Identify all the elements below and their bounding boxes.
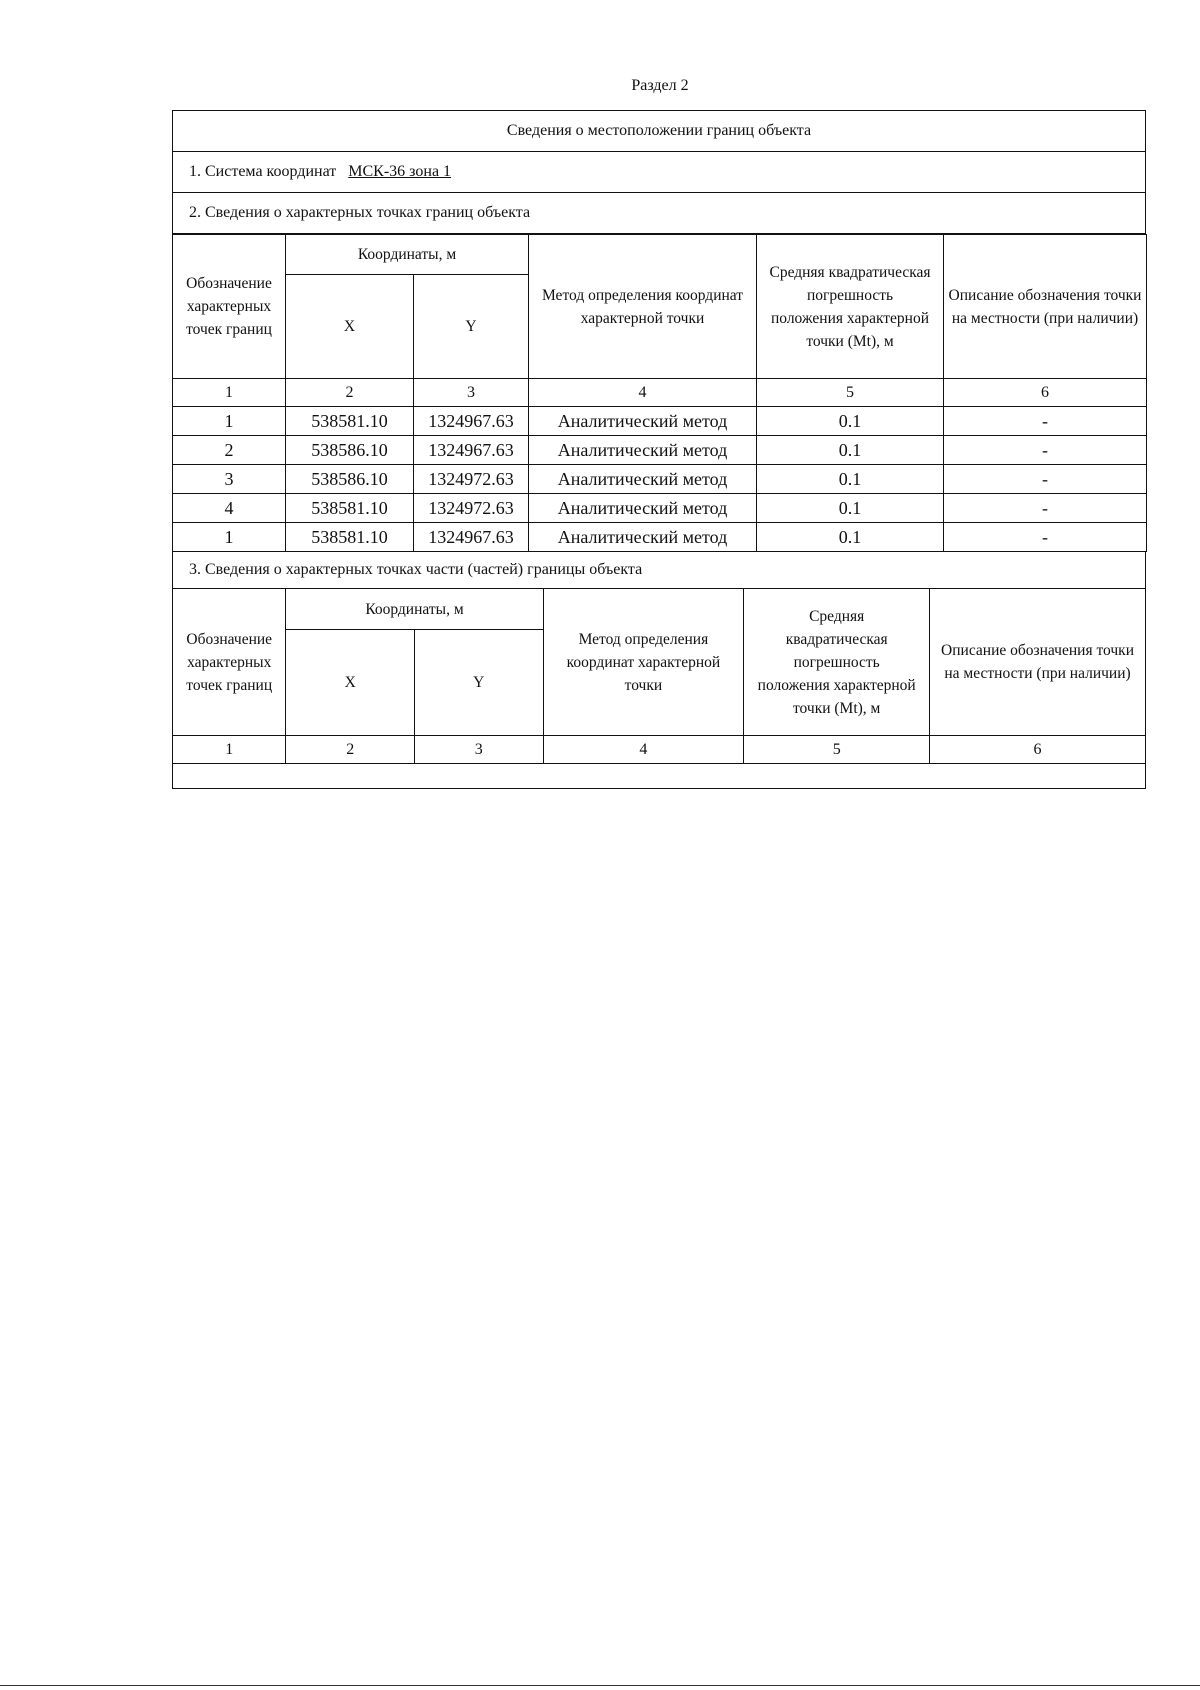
column-number: 3: [414, 379, 529, 407]
parts-section-title: 3. Сведения о характерных точках части (частей) границы объекта: [173, 552, 1146, 589]
point-x: 538586.10: [286, 436, 414, 465]
point-method: Аналитический метод: [529, 407, 757, 436]
main-title: Сведения о местоположении границ объекта: [173, 111, 1146, 152]
point-method: Аналитический метод: [529, 465, 757, 494]
point-y: 1324967.63: [414, 436, 529, 465]
header-description: Описание обозначения точки на местности (при наличии): [944, 235, 1147, 379]
point-method: Аналитический метод: [529, 436, 757, 465]
point-description: -: [944, 407, 1147, 436]
column-number-row: [173, 736, 1146, 764]
header-y: Y: [414, 630, 543, 736]
column-number: 4: [529, 379, 757, 407]
header-x: X: [286, 630, 415, 736]
point-id: 1: [173, 523, 286, 552]
point-x: 538581.10: [286, 494, 414, 523]
column-number: 2: [286, 379, 414, 407]
boundary-location-document: [172, 110, 1146, 789]
header-method: Метод определения координат характерной точки: [543, 589, 744, 736]
header-coords: Координаты, м: [286, 235, 529, 275]
column-number: 5: [744, 736, 930, 764]
column-number-row: [173, 379, 1147, 407]
header-y: Y: [414, 275, 529, 379]
header-description: Описание обозначения точки на местности (при наличии): [930, 589, 1146, 736]
scan-edge-line: [0, 1685, 1200, 1686]
column-number: 5: [757, 379, 944, 407]
column-number: 1: [173, 736, 286, 764]
table-row: [173, 494, 1147, 523]
point-id: 3: [173, 465, 286, 494]
point-id: 2: [173, 436, 286, 465]
column-number: 4: [543, 736, 744, 764]
point-error: 0.1: [757, 494, 944, 523]
column-number: 6: [944, 379, 1147, 407]
point-error: 0.1: [757, 465, 944, 494]
point-error: 0.1: [757, 407, 944, 436]
header-designation: Обозначение характерных точек границ: [173, 235, 286, 379]
table-row: [173, 523, 1147, 552]
point-error: 0.1: [757, 523, 944, 552]
point-x: 538586.10: [286, 465, 414, 494]
point-method: Аналитический метод: [529, 494, 757, 523]
part-points-table: [172, 589, 1146, 789]
point-id: 4: [173, 494, 286, 523]
parts-title-table: [172, 552, 1146, 589]
column-number: 3: [414, 736, 543, 764]
table-row: [173, 465, 1147, 494]
point-description: -: [944, 523, 1147, 552]
points-section-title: 2. Сведения о характерных точках границ объекта: [173, 193, 1146, 234]
header-method: Метод определения координат характерной точки: [529, 235, 757, 379]
empty-cell: [173, 764, 1146, 789]
column-number: 2: [286, 736, 415, 764]
boundary-points-table: [172, 234, 1147, 552]
empty-row: [173, 764, 1146, 789]
header-x: X: [286, 275, 414, 379]
column-number: 6: [930, 736, 1146, 764]
point-x: 538581.10: [286, 523, 414, 552]
coord-system-row: [173, 152, 1146, 193]
point-y: 1324972.63: [414, 494, 529, 523]
column-number: 1: [173, 379, 286, 407]
point-description: -: [944, 494, 1147, 523]
point-description: -: [944, 436, 1147, 465]
point-x: 538581.10: [286, 407, 414, 436]
header-error: Средняя квадратическая погрешность положения характерной точки (Mt), м: [757, 235, 944, 379]
point-y: 1324967.63: [414, 407, 529, 436]
point-description: -: [944, 465, 1147, 494]
header-designation: Обозначение характерных точек границ: [173, 589, 286, 736]
table-row: [173, 407, 1147, 436]
point-id: 1: [173, 407, 286, 436]
title-table: [172, 110, 1146, 234]
section-label: Раздел 2: [631, 77, 689, 94]
point-method: Аналитический метод: [529, 523, 757, 552]
header-error: Средняя квадратическая погрешность положения характерной точки (Mt), м: [744, 589, 930, 736]
point-y: 1324967.63: [414, 523, 529, 552]
coord-system-value: МСК-36 зона 1: [348, 163, 452, 180]
coord-system-label: 1. Система координат: [189, 163, 337, 180]
point-error: 0.1: [757, 436, 944, 465]
table-row: [173, 436, 1147, 465]
header-coords: Координаты, м: [286, 589, 543, 630]
point-y: 1324972.63: [414, 465, 529, 494]
